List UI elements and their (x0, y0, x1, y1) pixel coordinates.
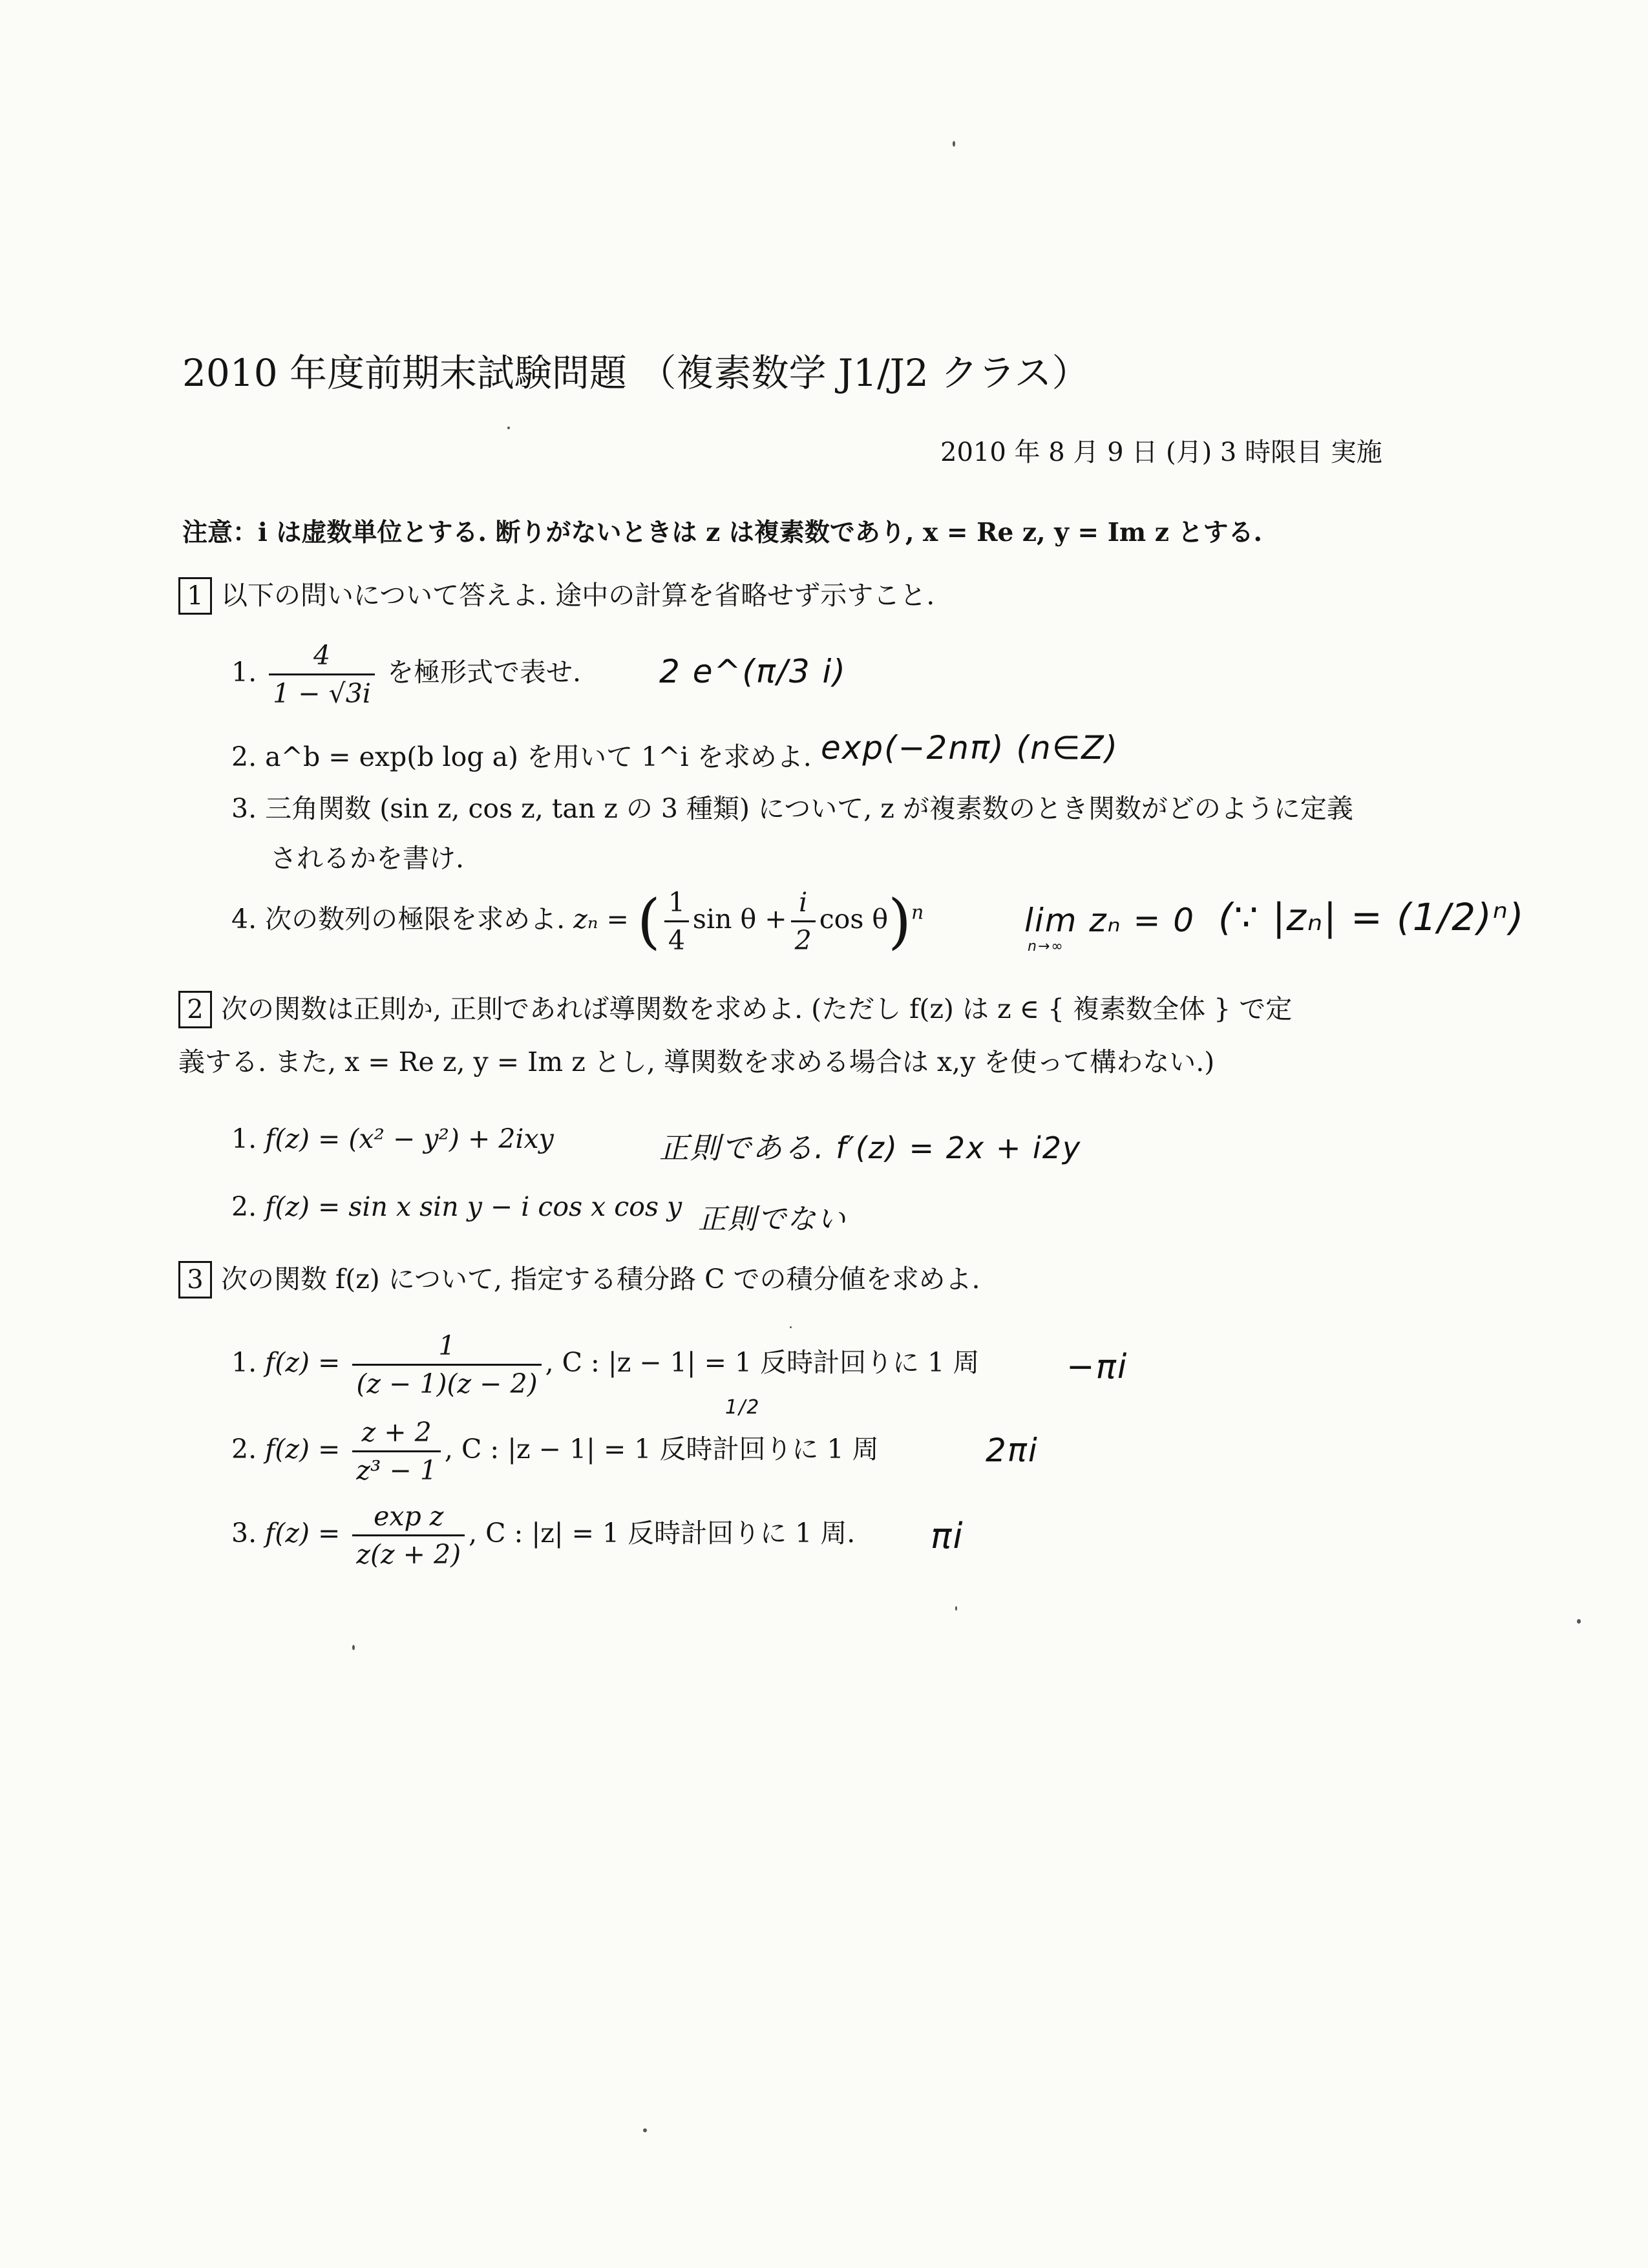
fraction-denominator: z(z + 2) (356, 1539, 461, 1570)
q3-item-3 (231, 1501, 855, 1570)
fraction-numerator: 1 (664, 887, 689, 922)
fraction-numerator: z + 2 (352, 1417, 441, 1452)
scan-speck (643, 2128, 647, 2132)
fraction (352, 1501, 465, 1570)
q1-item-2 (231, 736, 812, 774)
handwritten-answer-q2-1: 正則である. f′(z) = 2x + i2y (659, 1130, 1082, 1165)
handwritten-answer-q3-1: −πi (1066, 1348, 1128, 1386)
contour-text: , C : |z − 1| = 1 反時計回りに 1 周 (444, 1434, 879, 1465)
fraction-i-2 (791, 887, 816, 956)
fraction-numerator: i (791, 887, 816, 922)
handwritten-answer-q1-2: exp(−2nπ) (n∈Z) (821, 729, 1119, 767)
question-3-header (178, 1258, 980, 1298)
question-3-number: 3 (178, 1261, 212, 1298)
item-text-line-1: 三角関数 (sin z, cos z, tan z の 3 種類) について, z が複素数のとき関数がどのように定義 (265, 793, 1353, 824)
right-paren: ) (888, 887, 911, 956)
handwritten-answer-q1-4-sub: n→∞ (1028, 938, 1064, 955)
q1-item-1 (231, 640, 581, 709)
question-1-number: 1 (178, 577, 212, 615)
q3-item-1 (231, 1330, 979, 1399)
left-paren: ( (637, 887, 660, 956)
item-number: 1. (231, 1347, 257, 1378)
item-number: 3. (231, 793, 257, 824)
scan-speck (1577, 1619, 1581, 1624)
fraction-denominator: z³ − 1 (356, 1455, 437, 1486)
handwritten-answer-q3-3: πi (931, 1516, 964, 1556)
item-number: 1. (231, 657, 257, 688)
fraction-numerator: exp z (352, 1501, 465, 1536)
fraction-denominator: 4 (668, 925, 685, 956)
scan-speck (953, 141, 955, 147)
function-lhs: f(z) = (265, 1434, 341, 1465)
scan-speck (352, 1645, 355, 1650)
exam-title: 2010 年度前期末試験問題 （複素数学 J1/J2 クラス） (182, 351, 1090, 395)
handwritten-correction: 1/2 (725, 1396, 761, 1419)
item-text: 次の数列の極限を求めよ. (265, 904, 565, 935)
item-number: 3. (231, 1518, 257, 1549)
item-text: a^b = exp(b log a) を用いて 1^i を求めよ. (265, 741, 812, 772)
item-number: 2. (231, 741, 257, 772)
question-1-prompt: 以下の問いについて答えよ. 途中の計算を省略せず示すこと. (221, 580, 935, 611)
notice: 注意：i は虚数単位とする. 断りがないときは z は複素数であり, x = Re z, y = Im z とする. (182, 518, 1263, 547)
fraction-1-4 (664, 887, 689, 956)
scan-speck (790, 1326, 792, 1328)
fraction-denominator: 2 (794, 925, 812, 956)
item-number: 2. (231, 1191, 257, 1222)
item-formula: f(z) = (x² − y²) + 2ixy (265, 1123, 554, 1154)
fraction (269, 640, 375, 709)
q1-item-4 (231, 887, 924, 956)
item-number: 4. (231, 904, 257, 935)
cos-term: cos θ (819, 904, 889, 935)
question-1-header (178, 574, 935, 615)
scan-speck (507, 427, 510, 429)
sequence-lhs: zₙ = (573, 904, 629, 935)
handwritten-answer-q1-4-reason: (∵ |zₙ| = (1/2)ⁿ) (1218, 895, 1525, 939)
item-formula: f(z) = sin x sin y − i cos x cos y (265, 1191, 682, 1222)
sin-term: sin θ + (692, 904, 787, 935)
handwritten-answer-q1-4: lim zₙ = 0 (1024, 902, 1196, 939)
item-number: 1. (231, 1123, 257, 1154)
q1-item-3-cont: されるかを書け. (270, 843, 465, 874)
question-2-line-1: 次の関数は正則か, 正則であれば導関数を求めよ. (ただし f(z) は z ∈ { 複素数全体 } で定 (221, 993, 1293, 1024)
item-text: を極形式で表せ. (387, 657, 582, 688)
fraction-denominator: 1 − √3i (273, 678, 371, 709)
handwritten-answer-q2-2: 正則でない (698, 1203, 847, 1236)
fraction (352, 1330, 541, 1399)
question-2-number: 2 (178, 991, 212, 1028)
scan-speck (955, 1606, 957, 1611)
handwritten-answer-q1-1: 2 e^(π/3 i) (659, 653, 847, 690)
question-2-line-2: 義する. また, x = Re z, y = Im z とし, 導関数を求める場合は x,y を使って構わない.) (178, 1046, 1215, 1077)
exponent: n (911, 901, 924, 924)
fraction-denominator: (z − 1)(z − 2) (356, 1368, 538, 1399)
question-3-prompt: 次の関数 f(z) について, 指定する積分路 C での積分値を求めよ. (221, 1264, 980, 1295)
exam-date: 2010 年 8 月 9 日 (月) 3 時限目 実施 (940, 438, 1382, 467)
handwritten-answer-q3-2: 2πi (986, 1432, 1039, 1469)
function-lhs: f(z) = (265, 1347, 341, 1378)
fraction (352, 1417, 441, 1486)
q2-item-1 (231, 1123, 554, 1154)
contour-text: , C : |z − 1| = 1 反時計回りに 1 周 (545, 1347, 980, 1378)
fraction-numerator: 1 (352, 1330, 541, 1366)
q2-item-2 (231, 1191, 682, 1222)
fraction-numerator: 4 (269, 640, 375, 675)
item-number: 2. (231, 1434, 257, 1465)
function-lhs: f(z) = (265, 1518, 341, 1549)
question-2-header (178, 988, 1292, 1028)
q1-item-3 (231, 787, 1353, 825)
contour-text: , C : |z| = 1 反時計回りに 1 周. (469, 1518, 856, 1549)
q3-item-2 (231, 1417, 879, 1486)
